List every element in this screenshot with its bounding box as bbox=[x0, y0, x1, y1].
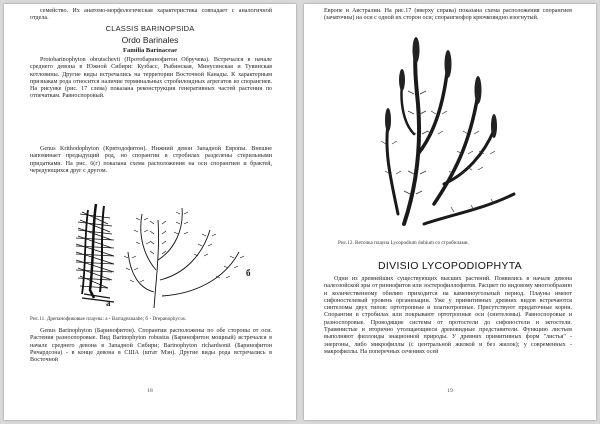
figure-label-b: б bbox=[246, 268, 251, 278]
left-page bbox=[4, 4, 296, 420]
left-paragraph-3: Genus Barinophyton (Баринофитон). Спорангии расположены по обе стороны от оси. Растения разноспоровые. Вид Barinophyton robustus (Баринофитон мощный) встречался в начале среднего девона в Западной Сибири; Barinophyton richardsonii (Баринофитон Ричардсона) - в конце девона в США (штат Мэн). Другие виды рода встречались в Восточной bbox=[30, 328, 272, 364]
lycopodium-strobili bbox=[385, 37, 497, 138]
page-number-right: 19 bbox=[447, 388, 453, 394]
figure-11-drepanophycus bbox=[34, 200, 269, 312]
left-paragraph-top: семейство. Их анатомо-морфологическая характеристика совпадает с аналогичной отдела. bbox=[30, 8, 272, 22]
figure-12-caption: Рис.12. Веточка плауна Lycopodium dubium со стробилами. bbox=[338, 240, 469, 246]
familia-heading: Familia Barinaceae bbox=[123, 47, 177, 54]
figure-11-caption: Рис.11. Дрепанофиковые плауны: а - Barrageanaabe; б - Drepanophycus. bbox=[30, 316, 187, 322]
left-paragraph-1: Protobarinophyton obrutschevii (Протобаринофитон Обручева). Встречался в начале среднего девона в Южной Сибири: Кузбасс, Рыбинская, Минусинская и Тувинская котловины. Другие виды встречались на территории Восточной Канады. К характерным признакам рода относится наличие терминальных стробилоидных агрегатов из спорангиев. На рисунке (рис. 17 слева) показана реконструкция генеративных частей растения по отпечаткам. Равноспоровый. bbox=[30, 57, 272, 100]
ordo-heading: Ordo Barinales bbox=[121, 35, 179, 45]
right-page bbox=[304, 4, 596, 420]
right-paragraph-1: Одни из древнейших существующих высших растений. Появились в начале девона палеозойской эры от риниофитов или зостерофиллофитов. Расцвет по видовому многообразию и количественному обилию приходится на каменноугольный период. Плауны имеют сифоностелевый уровень организации. Уже у примитивных древних видов встречаются синтеломы двух типов: ортотропные и плагиотропные. Присутствуют придаточные корни. Спорангии в стробилах или покрывают ортотропные оси (синтеломы). Равноспоровые и разноспоровые. Проводящие системы от протостели до сифоностели и эктостели. Травянистые и вторично утолщающиеся древовидные представители. Функцию листьев выполняют филлоиды энационной природы. У древних примитивных форм "листья" - энергоны, либо микрофиллы (с центральной жилкой и без жилок); у современных - макрофиллы. На поперечных сечениях осей bbox=[324, 276, 572, 355]
figure-label-a: а bbox=[106, 298, 111, 308]
figure-12-lycopodium bbox=[374, 34, 524, 232]
figure-11a-dense-shoot bbox=[76, 204, 114, 302]
classis-heading: CLASSIS BARINOPSIDA bbox=[105, 24, 195, 33]
page-number-left: 18 bbox=[147, 388, 153, 394]
right-paragraph-top: Европе и Австралии. На рис.17 (вверху справа) показана схема расположения спорангиев (зачаточны) на оси с одной их сторон оси; спорангиофор крючковидно изогнутый. bbox=[324, 8, 572, 22]
figure-11b-branching-shoot bbox=[124, 208, 244, 308]
division-heading: DIVISIO LYCOPODIOPHYTA bbox=[378, 260, 522, 272]
left-paragraph-2: Genus Krithodophyton (Критодофитон). Нижний девон Западной Европы. Внешне напоминает предыдущий род, но спорангии в стробилах разделены стерильными придатками. На рис. 6(г) показана схема расположения на оси спорангиев и брактей, чередующихся друг с другом. bbox=[30, 146, 272, 174]
